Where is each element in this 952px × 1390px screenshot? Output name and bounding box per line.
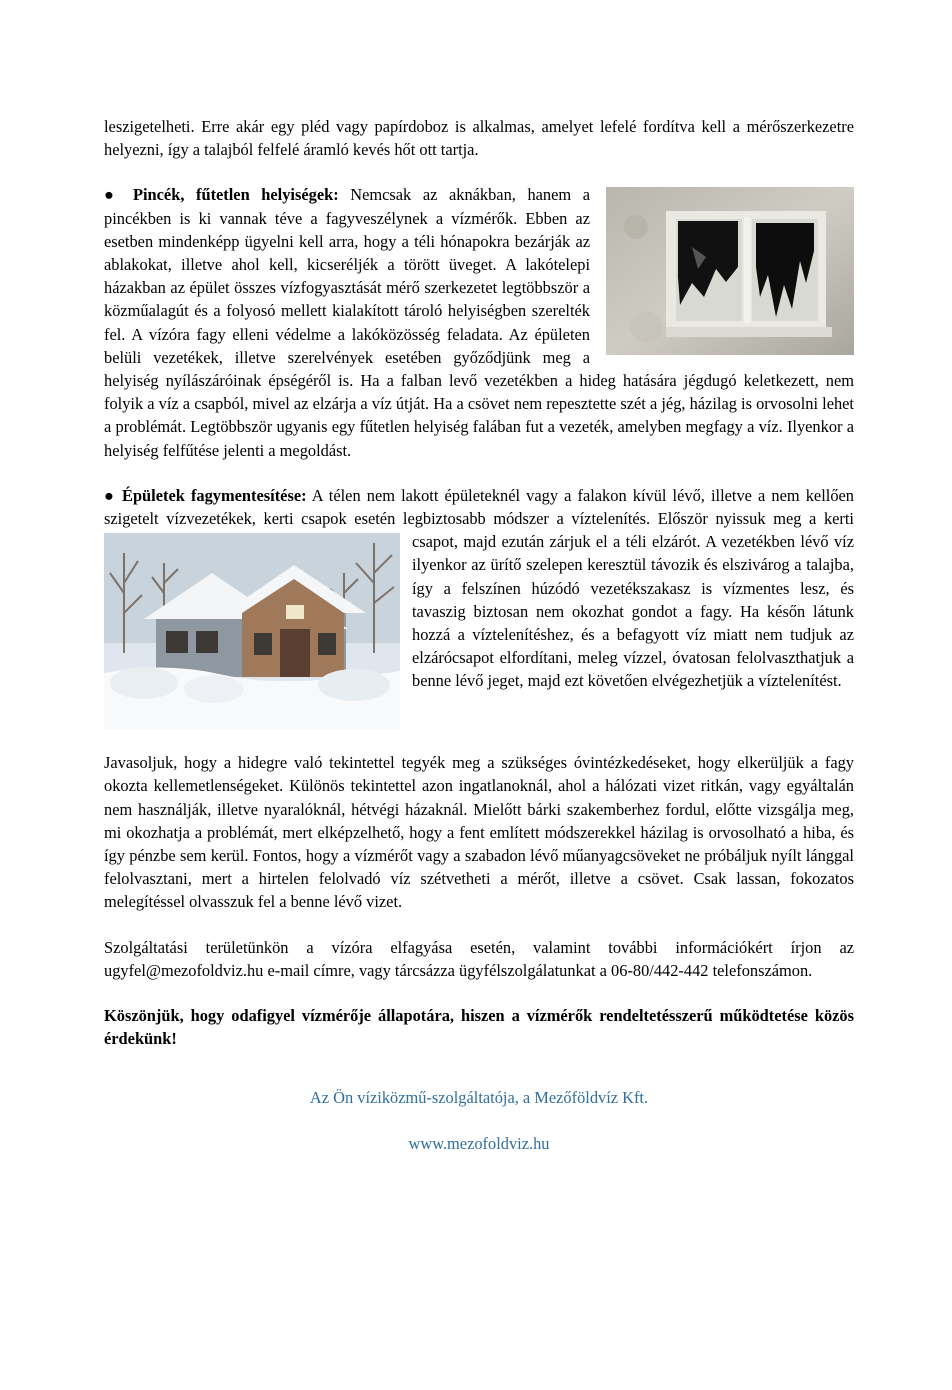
footer-provider: Az Ön víziközmű-szolgáltatója, a Mezőföldvíz Kft. bbox=[309, 1088, 649, 1108]
broken-window-photo bbox=[606, 187, 854, 355]
paragraph-contact: Szolgáltatási területünkön a vízóra elfagyása esetén, valamint további információkért írjon az ugyfel@mezofoldviz.hu e-mail címre, vagy tárcsázza ügyfélszolgálatunkat a 06-80/442-442 telefonszámon. bbox=[104, 937, 854, 980]
snowy-house-photo bbox=[104, 533, 400, 729]
footer-website-link[interactable]: www.mezofoldviz.hu bbox=[408, 1133, 550, 1153]
paragraph-recommendations: Javasoljuk, hogy a hidegre való tekintettel tegyék meg a szükséges óvintézkedéseket, hogy elkerüljük a fagy okozta kellemetlenségeket. Különös tekintettel azon ingatlanoknál, ahol a hálózati vizet ritkán, vagy egyáltalán nem használják, illetve nyaralóknál, hétvégi házaknál. Mielőtt bárki szakemberhez fordul, előtte vizsgálja meg, mi okozhatja a problémát, mert elképzelhető, hogy a fent említett módszerekkel házilag is orvosolható a hiba, és így pénzbe sem kerül. Fontos, hogy a vízmérőt vagy a szabadon lévő műanyagcsöveket ne próbáljuk nyílt lánggal felolvasztani, mert a hirtelen felolvadó víz szétvetheti a mérőt, illetve a csövet. Csak lassan, fokozatos melegítéssel olvasszuk fel a benne lévő vizet. bbox=[104, 753, 854, 912]
heading-basements: ● Pincék, fűtetlen helyiségek: bbox=[104, 185, 339, 205]
paragraph-thanks: Köszönjük, hogy odafigyel vízmérője állapotára, hiszen a vízmérők rendeltetésszerű működtetése közös érdekünk! bbox=[104, 1006, 854, 1049]
paragraph-basements: ● Pincék, fűtetlen helyiségek: Nemcsak az aknákban, hanem a pincékben is ki vannak téve a fagyveszélynek a vízmérők. Ebben az esetben mindenképp ügyelni kell arra, hogy a téli hónapokra bezárják az ablakokat, illetve ahol kell, kicseréljék a törött üveget. A lakótelepi házakban az épület összes vízfogyasztását mérő szerkezetet legtöbbször a közműalagút és a folyosó mellett kialakított tároló helyiségben szerelték fel. A vízóra fagy elleni védelme a lakóközösség feladata. Az épületen belüli vezetékek, illetve szerelvények esetében győződjünk meg a helyiség nyílászáróinak épségéről is. Ha a falban levő vezetékben a hideg hatására jégdugó keletkezett, nem folyik a víz a csapból, mivel az elzárja a víz útját. Ha a csövet nem repesztette szét a jég, házilag is orvosolni lehet a problémát. Legtöbbször ugyanis egy fűtetlen helyiség falában fut a vezeték, amelyben megfagy a víz. Ilyenkor a helyiség felfűtése jelenti a megoldást. bbox=[104, 185, 854, 460]
document-body bbox=[104, 115, 854, 1155]
paragraph-insulation: leszigetelheti. Erre akár egy pléd vagy papírdoboz is alkalmas, amelyet lefelé fordítva kell a mérőszerkezetre helyezni, így a talajból felfelé áramló kevés hőt ott tartja. bbox=[104, 117, 854, 160]
heading-frost-protection: ● Épületek fagymentesítése: bbox=[104, 485, 307, 505]
paragraph-frost-protection: ● Épületek fagymentesítése: A télen nem lakott épületeknél vagy a falakon kívül lévő, illetve a nem kellően szigetelt vízvezetékek, kerti csapok esetén legbiztosabb módszer a víztelenítés. Először nyissuk meg a kerti csapot, majd ezután zárjuk el a téli elzárót. A vezetékben lévő víz ilyenkor az ürítő szelepen keresztül távozik és elszivárog a talajba, így a felszínen húzódó vezetékszakasz is vízmentes lesz, és tavaszig biztosan nem okozhat gondot a fagy. Ha későn látunk hozzá a víztelenítéshez, és a befagyott víz miatt nem tudjuk az elzárócsapot elfordítani, meleg vízzel, óvatosan felolvaszthatjuk a benne lévő jeget, majd ezt követően elvégezhetjük a víztelenítést. bbox=[104, 484, 854, 693]
